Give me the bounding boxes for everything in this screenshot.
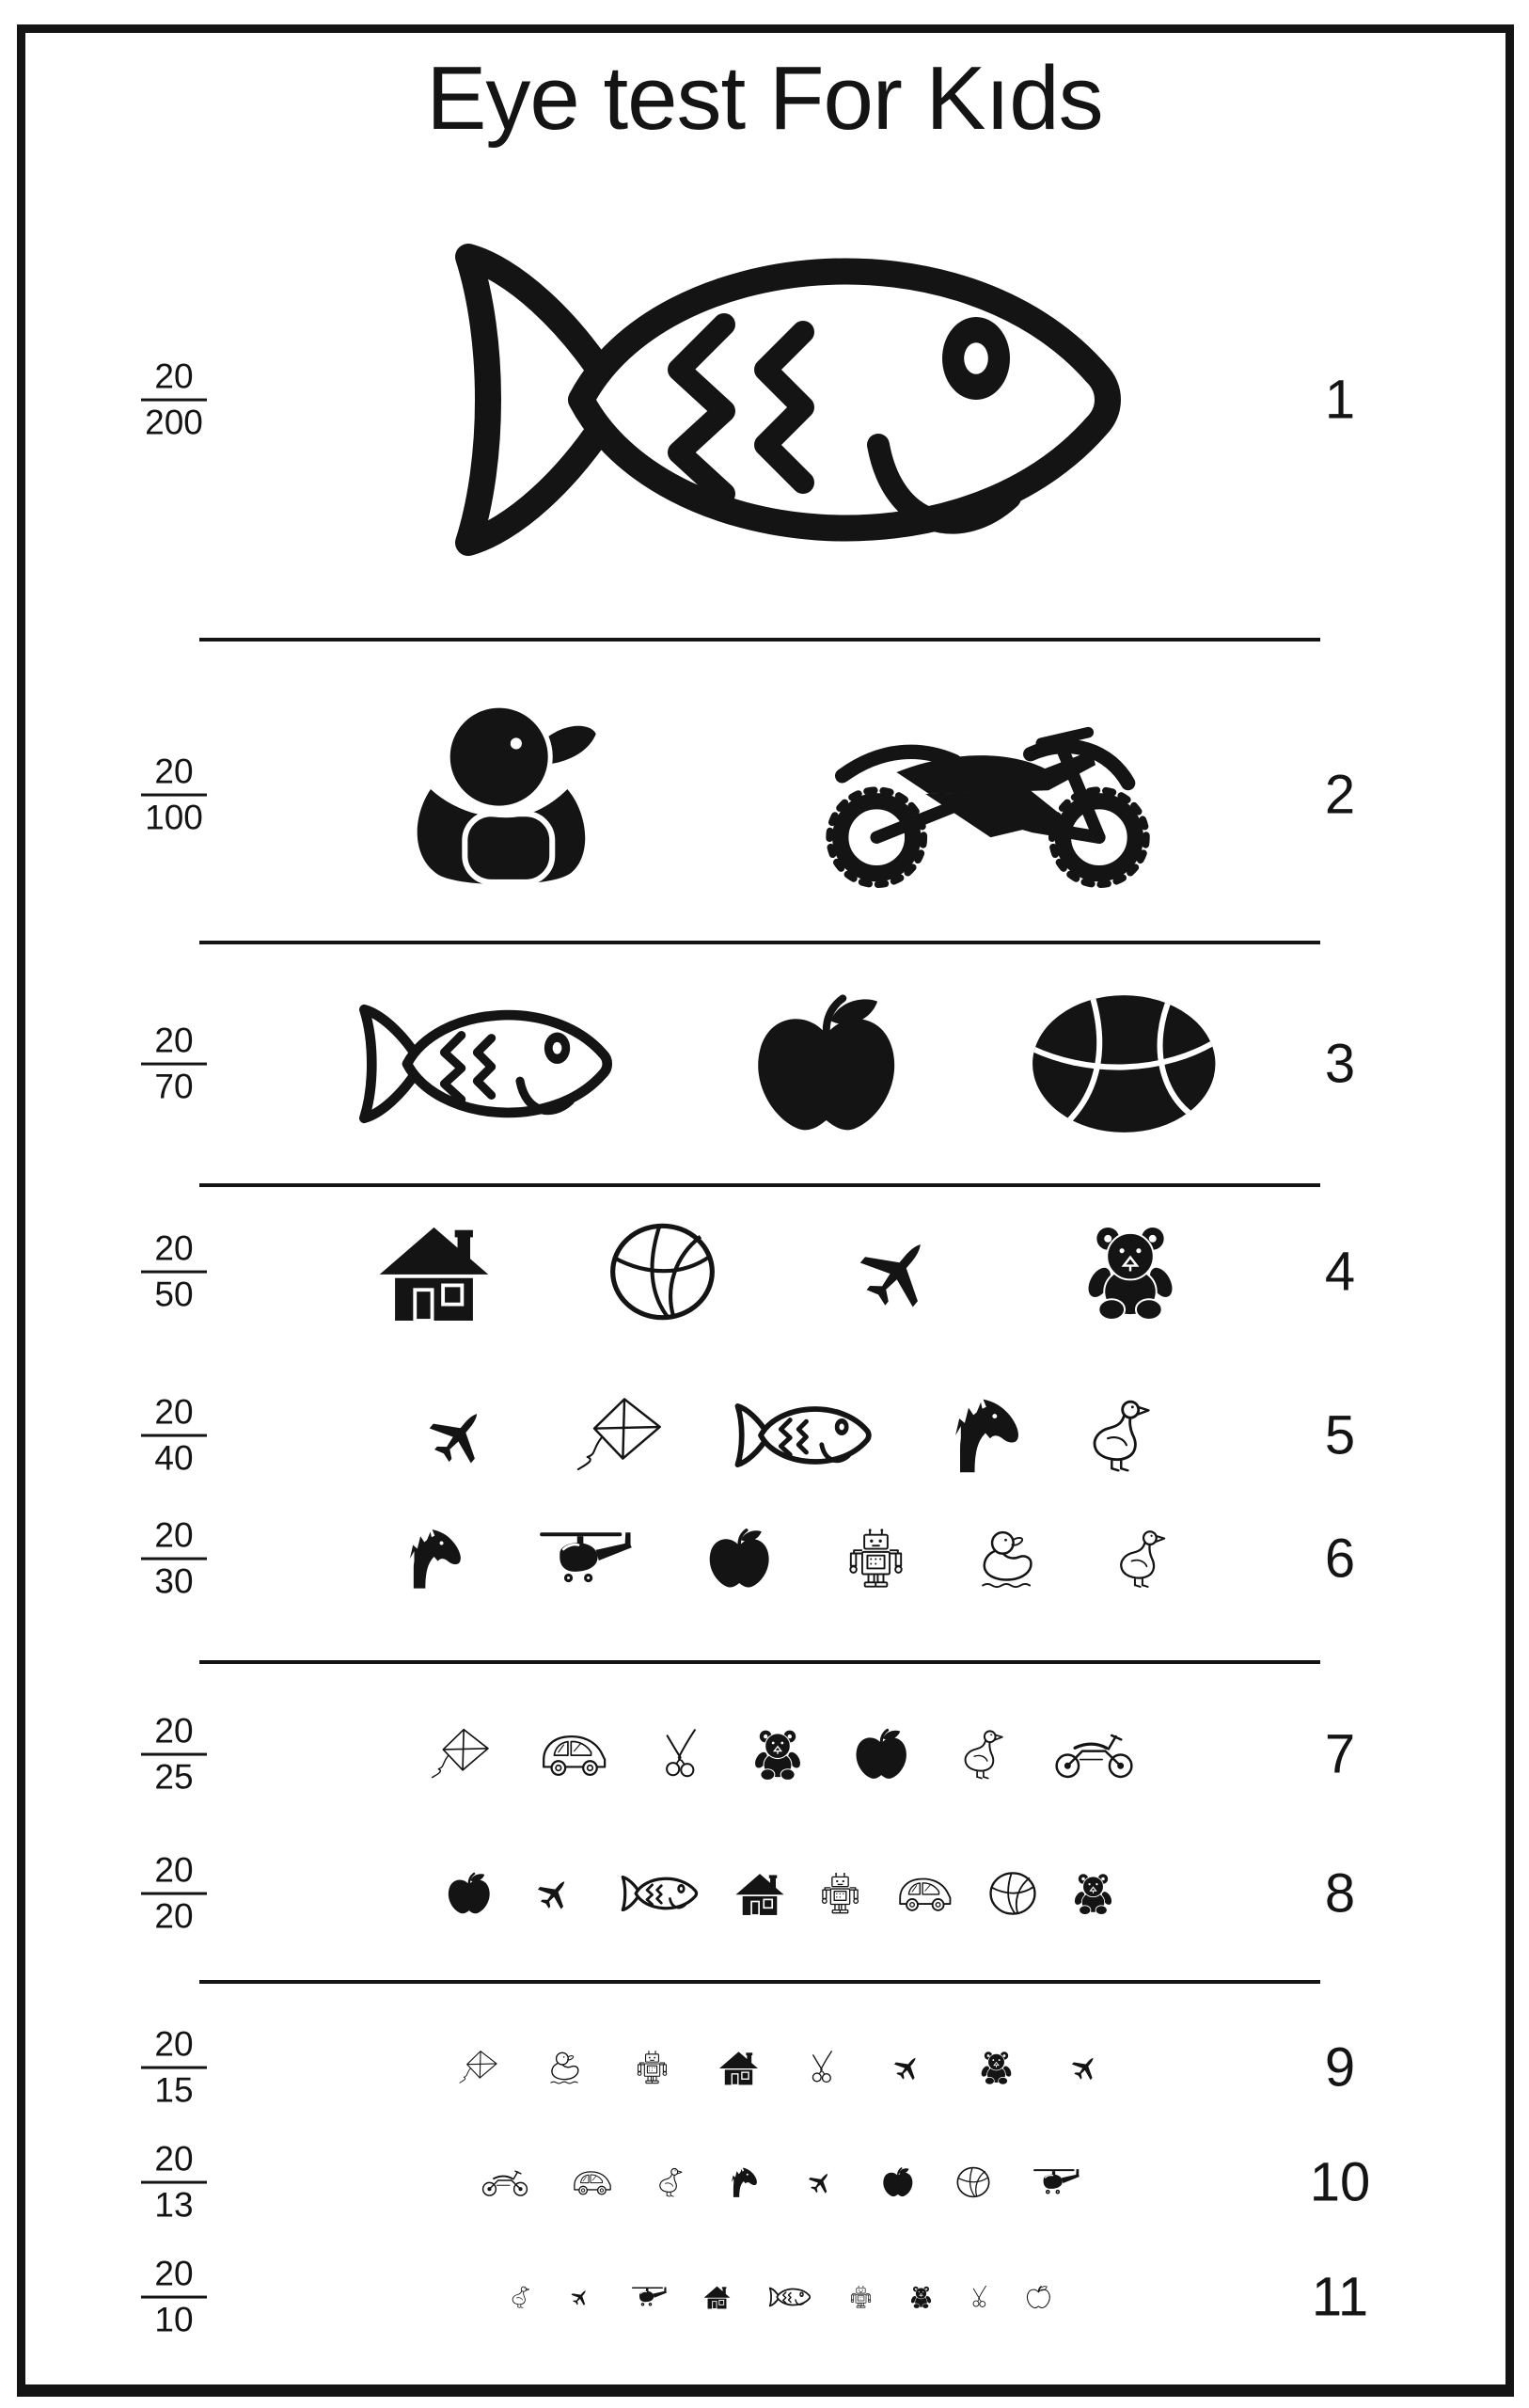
acuity-numerator: 20 <box>141 2255 207 2299</box>
airplane-icon <box>801 2167 840 2198</box>
icon-group <box>424 1728 1138 1781</box>
teddy-bear-icon <box>978 2051 1015 2085</box>
chart-row-9 <box>0 2024 1529 2110</box>
teddy-bear-icon <box>1071 1872 1116 1915</box>
row-divider <box>199 1980 1320 1984</box>
acuity-denominator: 20 <box>154 1897 194 1936</box>
chart-row-10 <box>0 2139 1529 2225</box>
acuity-numerator: 20 <box>141 2140 207 2184</box>
row-number: 1 <box>1324 369 1356 431</box>
icon-group <box>401 700 1161 890</box>
duck-icon <box>958 1728 1004 1781</box>
helicopter-icon <box>631 2286 669 2309</box>
chart-row-7 <box>0 1711 1529 1797</box>
rubber-duck-solid-icon <box>401 700 657 890</box>
row-number: 3 <box>1324 1033 1356 1095</box>
robot-icon <box>849 2286 874 2309</box>
volleyball-icon <box>609 1223 717 1321</box>
icon-group <box>480 2167 1081 2198</box>
scissors-icon <box>807 2051 837 2085</box>
scissors-icon <box>658 1728 703 1781</box>
airplane-icon <box>1064 2051 1107 2085</box>
horse-icon <box>724 2167 760 2198</box>
acuity-denominator: 50 <box>154 1275 194 1314</box>
chart-row-2 <box>0 686 1529 904</box>
row-number: 8 <box>1324 1862 1356 1925</box>
row-number: 11 <box>1311 2266 1369 2328</box>
duck-icon <box>655 2167 683 2198</box>
acuity-fraction <box>103 1229 244 1315</box>
icon-group <box>340 992 1222 1135</box>
apple-solid-icon <box>853 1728 911 1781</box>
car-icon <box>540 1728 611 1781</box>
acuity-numerator: 20 <box>141 1393 207 1437</box>
fish-icon <box>725 1397 879 1474</box>
dirt-bike-icon <box>817 700 1161 890</box>
robot-icon <box>818 1872 863 1915</box>
acuity-denominator: 40 <box>154 1439 194 1478</box>
acuity-numerator: 20 <box>141 1851 207 1895</box>
acuity-numerator: 20 <box>141 1229 207 1274</box>
chart-row-6 <box>0 1513 1529 1604</box>
acuity-fraction <box>103 2140 244 2226</box>
row-number: 7 <box>1324 1723 1356 1785</box>
acuity-denominator: 15 <box>154 2071 194 2110</box>
apple-solid-icon <box>705 1528 774 1590</box>
house-icon <box>736 1872 784 1915</box>
helicopter-icon <box>1032 2167 1081 2198</box>
horse-icon <box>395 1528 466 1590</box>
row-divider <box>199 1660 1320 1664</box>
acuity-denominator: 30 <box>154 1562 194 1601</box>
airplane-icon <box>566 2286 595 2309</box>
acuity-numerator: 20 <box>141 1516 207 1560</box>
house-icon <box>719 2051 758 2085</box>
volleyball-icon <box>956 2167 990 2198</box>
duck-icon <box>510 2286 530 2309</box>
acuity-fraction <box>103 1022 244 1107</box>
chart-row-3 <box>0 978 1529 1149</box>
airplane-icon <box>837 1223 959 1321</box>
icon-group <box>411 1397 1151 1474</box>
basketball-icon <box>1029 992 1222 1135</box>
acuity-fraction <box>103 1393 244 1479</box>
apple-solid-icon <box>749 992 906 1135</box>
car-icon <box>572 2167 614 2198</box>
row-number: 6 <box>1324 1528 1356 1590</box>
row-number: 9 <box>1324 2036 1356 2099</box>
chart-row-11 <box>0 2254 1529 2339</box>
teddy-bear-icon <box>1080 1223 1182 1321</box>
airplane-icon <box>886 2051 929 2085</box>
house-icon <box>380 1223 489 1321</box>
apple-outline-icon <box>1026 2286 1052 2309</box>
robot-icon <box>843 1528 908 1590</box>
row-number: 4 <box>1324 1241 1356 1303</box>
acuity-numerator: 20 <box>141 357 207 402</box>
house-icon <box>704 2286 731 2309</box>
acuity-denominator: 13 <box>154 2186 194 2225</box>
duck-icon <box>1084 1397 1151 1474</box>
acuity-numerator: 20 <box>141 2025 207 2069</box>
row-number: 10 <box>1309 2151 1371 2213</box>
robot-icon <box>634 2051 670 2085</box>
acuity-numerator: 20 <box>141 1712 207 1756</box>
acuity-denominator: 100 <box>145 799 203 837</box>
apple-solid-icon <box>446 1872 494 1915</box>
acuity-numerator: 20 <box>141 1022 207 1066</box>
car-icon <box>897 1872 955 1915</box>
helicopter-icon <box>536 1528 636 1590</box>
acuity-fraction <box>103 1712 244 1798</box>
volleyball-icon <box>989 1872 1037 1915</box>
kite-icon <box>424 1728 493 1781</box>
chart-row-5 <box>0 1383 1529 1488</box>
acuity-fraction <box>103 2025 244 2111</box>
acuity-denominator: 200 <box>145 404 203 442</box>
acuity-denominator: 10 <box>154 2301 194 2339</box>
horse-icon <box>938 1397 1026 1474</box>
acuity-fraction <box>103 1516 244 1602</box>
icon-group <box>395 1528 1166 1590</box>
icon-group <box>404 212 1157 588</box>
kite-icon <box>566 1397 667 1474</box>
chart-row-1 <box>0 198 1529 602</box>
fish-icon <box>616 1872 702 1915</box>
row-divider <box>199 638 1320 642</box>
acuity-denominator: 25 <box>154 1758 194 1797</box>
chart-row-4 <box>0 1209 1529 1335</box>
kite-icon <box>454 2051 499 2085</box>
page-title: Eye test For Kıds <box>426 48 1103 149</box>
icon-group <box>446 1872 1116 1915</box>
acuity-denominator: 70 <box>154 1068 194 1106</box>
row-number: 5 <box>1324 1404 1356 1466</box>
teddy-bear-icon <box>909 2286 934 2309</box>
duck-icon <box>1112 1528 1166 1590</box>
acuity-fraction <box>103 1851 244 1937</box>
icon-group <box>454 2051 1107 2085</box>
motorbike-icon <box>480 2167 530 2198</box>
rubber-duck-outline-icon <box>978 1528 1043 1590</box>
row-divider <box>199 941 1320 944</box>
rubber-duck-outline-icon <box>548 2051 585 2085</box>
acuity-fraction <box>103 752 244 838</box>
chart-row-8 <box>0 1850 1529 1936</box>
row-number: 2 <box>1324 764 1356 826</box>
acuity-numerator: 20 <box>141 752 207 797</box>
fish-icon <box>340 992 626 1135</box>
teddy-bear-icon <box>750 1728 806 1781</box>
apple-solid-icon <box>881 2167 915 2198</box>
fish-icon <box>404 212 1157 588</box>
acuity-fraction <box>103 2255 244 2340</box>
icon-group <box>510 2286 1052 2309</box>
motorbike-icon <box>1051 1728 1138 1781</box>
acuity-fraction <box>103 357 244 443</box>
airplane-icon <box>411 1397 508 1474</box>
airplane-icon <box>528 1872 582 1915</box>
fish-icon <box>766 2286 813 2309</box>
row-divider <box>199 1183 1320 1187</box>
icon-group <box>380 1223 1182 1321</box>
scissors-icon <box>969 2286 990 2309</box>
